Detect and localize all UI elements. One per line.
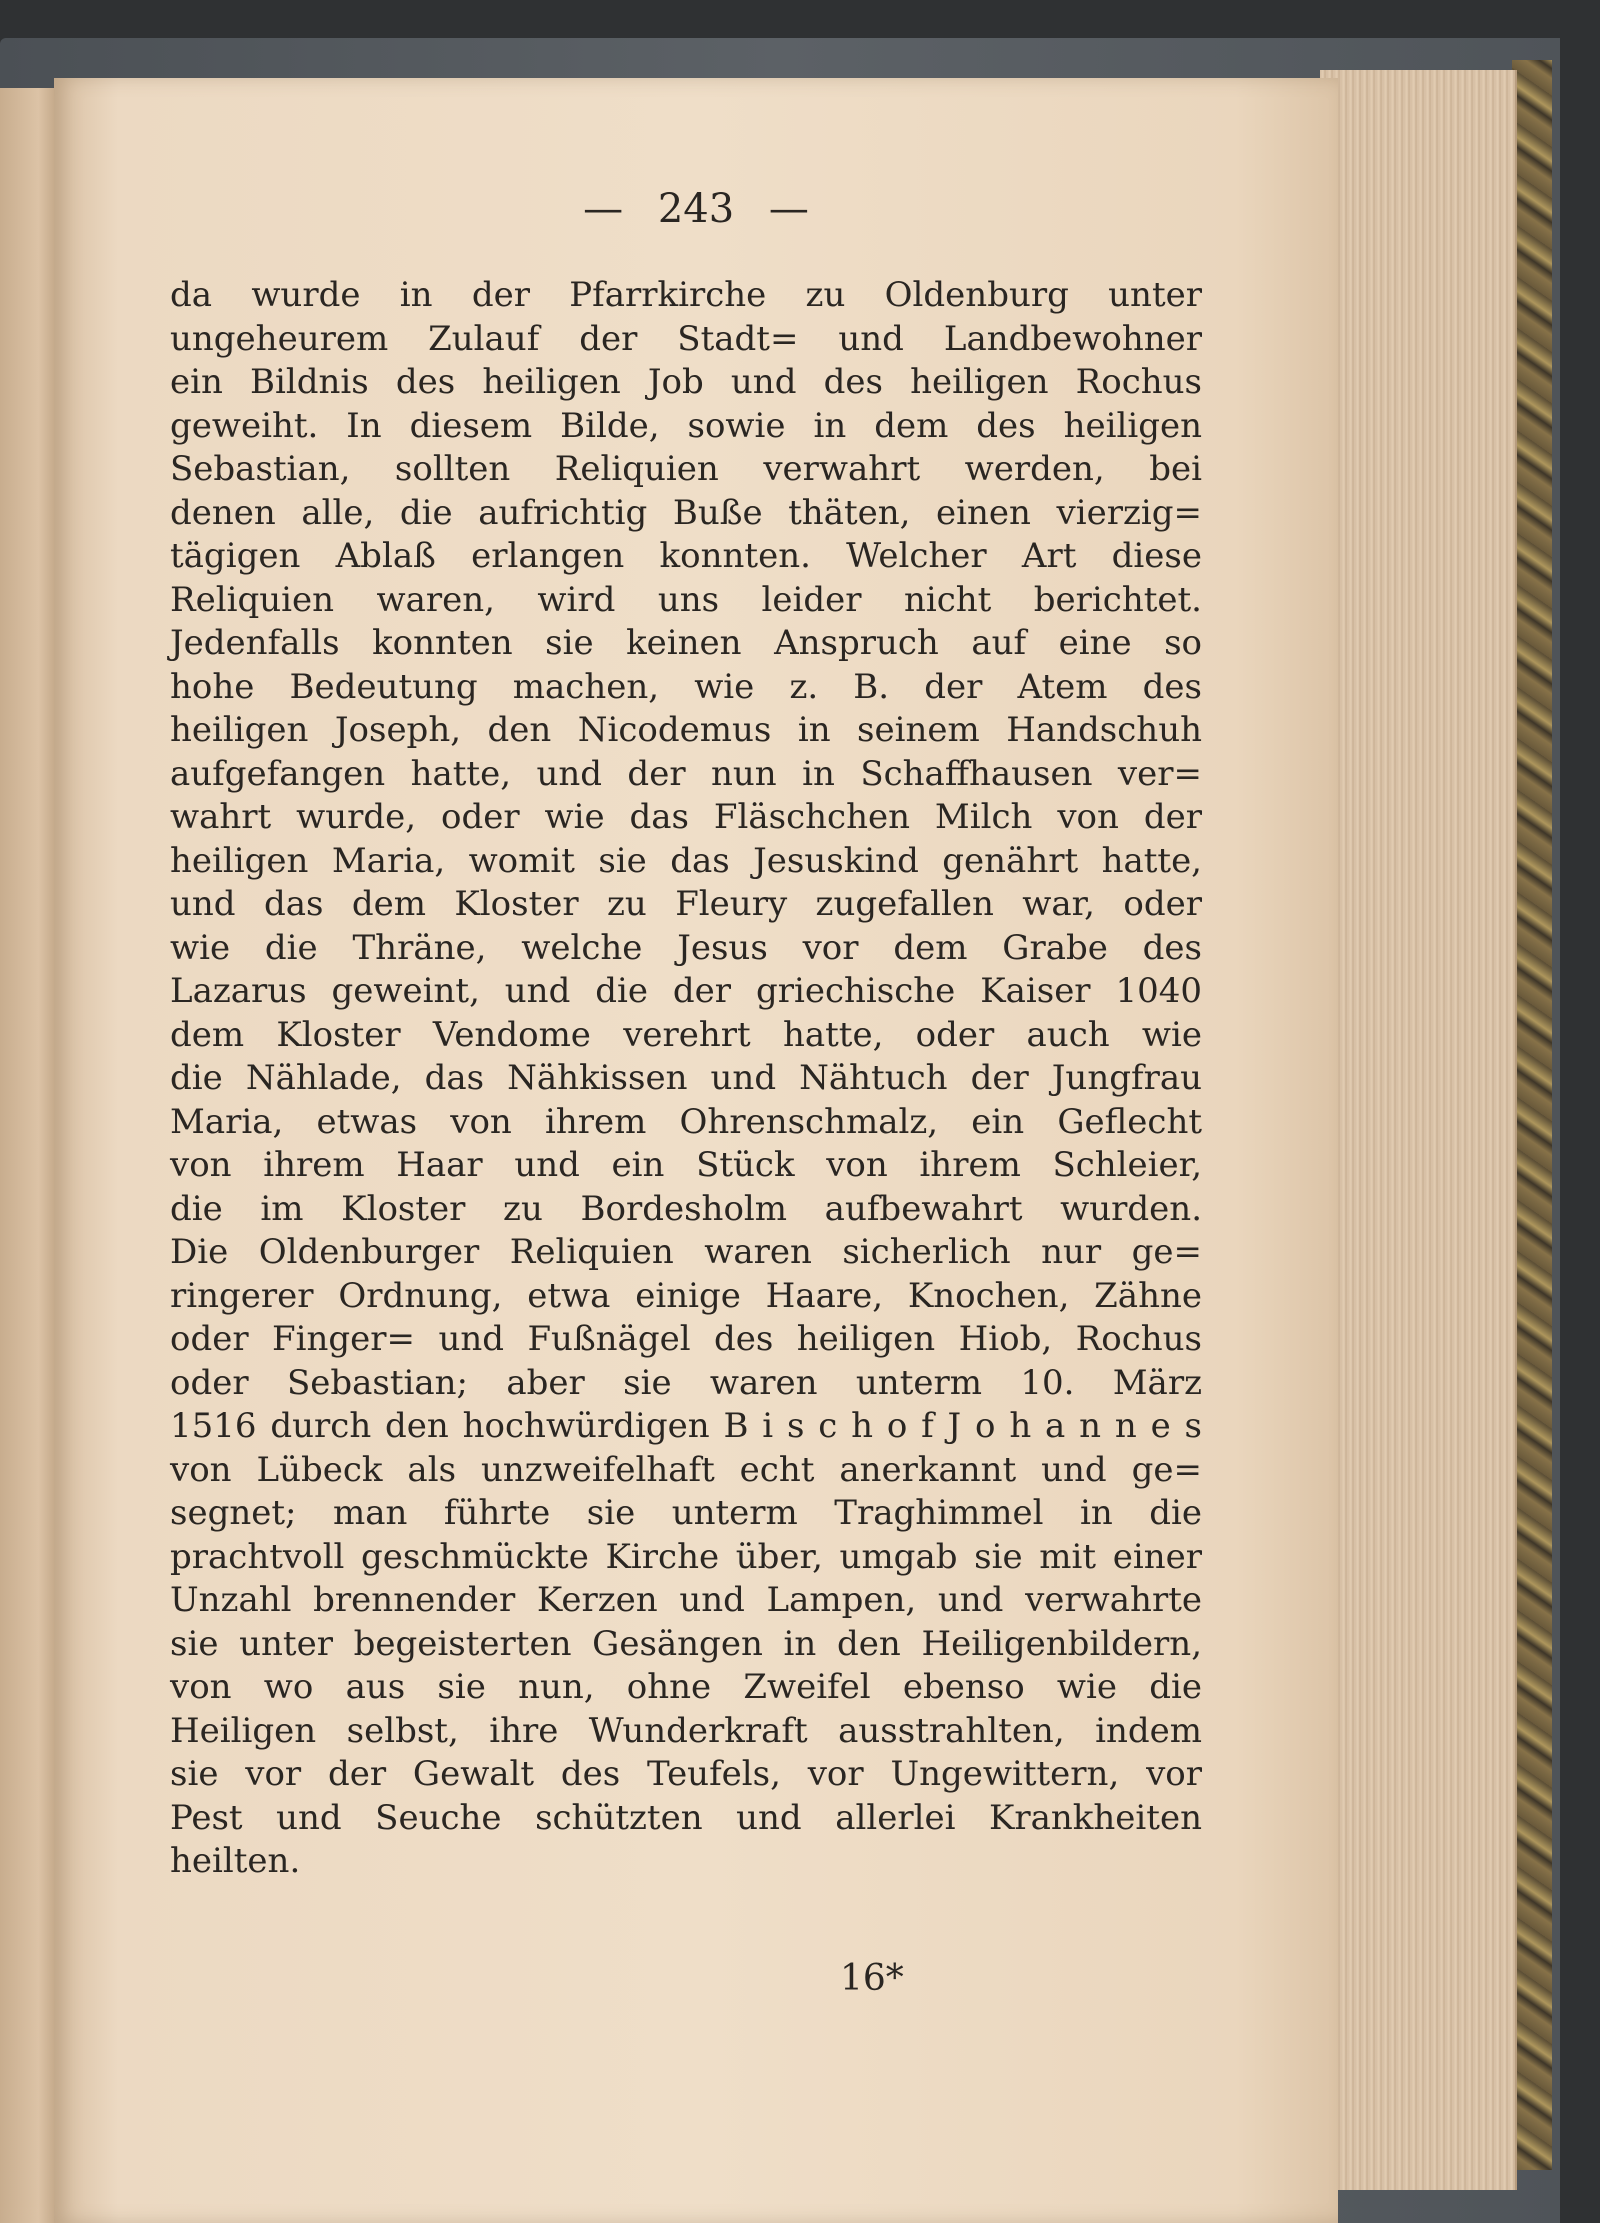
text-line: hohe Bedeutung machen, wie z. B. der Atem des [170, 666, 1202, 707]
text-line: Pest und Seuche schützten und allerlei Krankheiten [170, 1797, 1202, 1838]
text-line: Heiligen selbst, ihre Wunderkraft ausstrahlten, indem [170, 1710, 1202, 1751]
text-line: von ihrem Haar und ein Stück von ihrem Schleier, [170, 1145, 1202, 1185]
text-line: Unzahl brennender Kerzen und Lampen, und verwahrte [170, 1580, 1202, 1620]
text-line: sie unter begeisterten Gesängen in den Heiligenbildern, [170, 1623, 1202, 1664]
text-line: wahrt wurde, oder wie das Fläschchen Milch von der [170, 797, 1202, 837]
text-line: denen alle, die aufrichtig Buße thäten, einen vierzig= [170, 492, 1202, 533]
text-line: heiligen Joseph, den Nicodemus in seinem Handschuh [170, 710, 1202, 750]
text-line: Maria, etwas von ihrem Ohrenschmalz, ein Geflecht [170, 1101, 1202, 1142]
text-line: oder Sebastian; aber sie waren unterm 10. März [170, 1362, 1202, 1403]
page-header [54, 186, 1338, 232]
text-line: segnet; man führte sie unterm Traghimmel in die [170, 1493, 1202, 1533]
text-line: Lazarus geweint, und die der griechische Kaiser 1040 [170, 971, 1202, 1011]
page-stack-edge [1320, 70, 1517, 2190]
text-line: Reliquien waren, wird uns leider nicht berichtet. [170, 579, 1202, 620]
body-text [170, 274, 1202, 1884]
header-dash-left: — [583, 186, 624, 232]
page-number: 243 [657, 186, 735, 232]
text-line: von wo aus sie nun, ohne Zweifel ebenso wie die [170, 1667, 1202, 1707]
text-line: oder Finger= und Fußnägel des heiligen Hiob, Rochus [170, 1319, 1202, 1359]
text-line: ein Bildnis des heiligen Job und des heiligen Rochus [170, 362, 1202, 402]
text-line: Sebastian, sollten Reliquien verwahrt werden, bei [170, 449, 1202, 489]
text-line: wie die Thräne, welche Jesus vor dem Grabe des [170, 927, 1202, 968]
text-line: 1516 durch den hochwürdigen B i s c h o f J o h a n n e s [170, 1406, 1202, 1446]
text-line: von Lübeck als unzweifelhaft echt anerkannt und ge= [170, 1449, 1202, 1490]
text-line: heiligen Maria, womit sie das Jesuskind genährt hatte, [170, 840, 1202, 881]
text-line: geweiht. In diesem Bilde, sowie in dem des heiligen [170, 405, 1202, 446]
text-line: Jedenfalls konnten sie keinen Anspruch auf eine so [170, 623, 1202, 663]
text-line: aufgefangen hatte, und der nun in Schaffhausen ver= [170, 753, 1202, 794]
text-line: und das dem Kloster zu Fleury zugefallen war, oder [170, 884, 1202, 924]
text-line: sie vor der Gewalt des Teufels, vor Ungewittern, vor [170, 1754, 1202, 1794]
text-line: ringerer Ordnung, etwa einige Haare, Knochen, Zähne [170, 1275, 1202, 1316]
signature-mark: 16* [840, 1958, 904, 1999]
text-line: die Nählade, das Nähkissen und Nähtuch der Jungfrau [170, 1058, 1202, 1098]
text-line: da wurde in der Pfarrkirche zu Oldenburg unter [170, 275, 1202, 315]
book-page [54, 78, 1338, 2223]
header-dash-right: — [768, 186, 809, 232]
text-line: dem Kloster Vendome verehrt hatte, oder auch wie [170, 1014, 1202, 1055]
marbled-edge [1512, 60, 1552, 2170]
text-line: heilten. [170, 1841, 301, 1881]
text-line: die im Kloster zu Bordesholm aufbewahrt wurden. [170, 1188, 1202, 1229]
text-line: Die Oldenburger Reliquien waren sicherlich nur ge= [170, 1232, 1202, 1272]
text-line: prachtvoll geschmückte Kirche über, umgab sie mit einer [170, 1536, 1202, 1577]
text-line: tägigen Ablaß erlangen konnten. Welcher Art diese [170, 536, 1202, 576]
text-line: ungeheurem Zulauf der Stadt= und Landbewohner [170, 318, 1202, 359]
